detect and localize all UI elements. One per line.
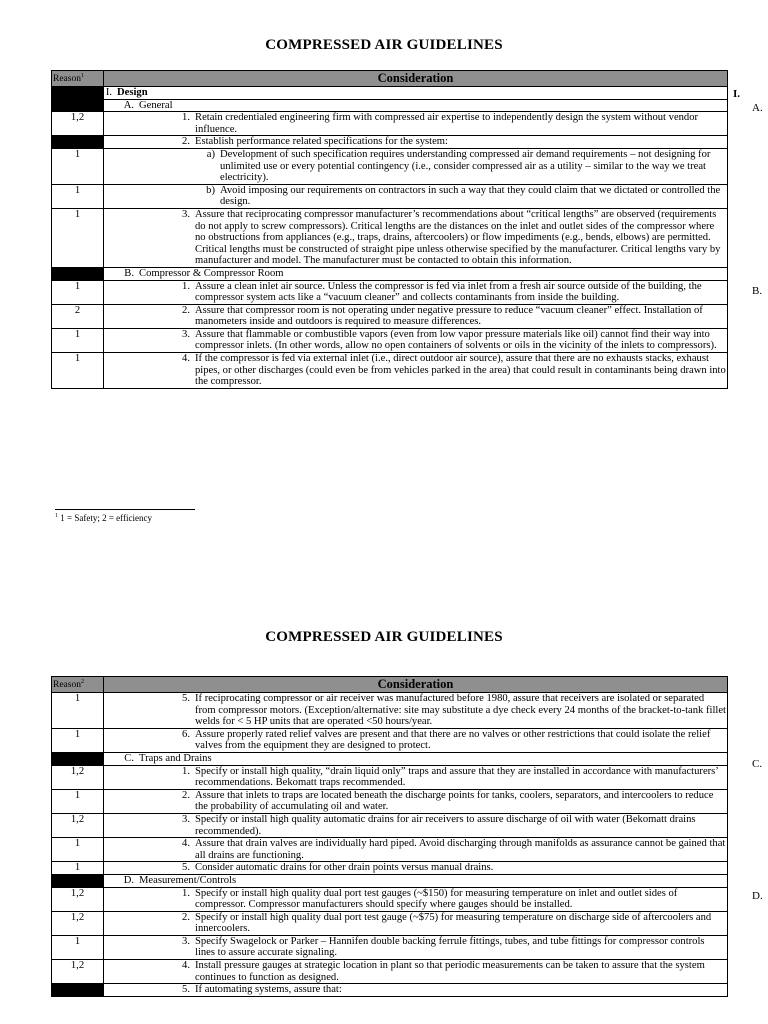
item-number: 3. <box>182 813 190 825</box>
item-number: I. <box>105 87 112 98</box>
table-row <box>52 353 728 389</box>
outline-item <box>104 136 727 148</box>
table-row <box>52 874 728 887</box>
reason-cell: 1 <box>52 693 104 729</box>
item-number: A. <box>123 99 134 111</box>
consideration-header: Consideration <box>104 71 728 87</box>
reason-cell: 1,2 <box>52 911 104 935</box>
outline-item <box>104 185 727 208</box>
consideration-cell <box>104 280 728 304</box>
outline-item <box>104 281 727 304</box>
outline-item <box>104 912 727 935</box>
consideration-cell <box>104 765 728 789</box>
item-text: Traps and Drains <box>139 752 212 764</box>
outline-item <box>104 814 727 837</box>
item-number: 3. <box>182 208 190 220</box>
outline-item <box>104 100 727 112</box>
outline-item <box>104 838 727 861</box>
item-text: Assure that reciprocating compressor manufacturer’s recommendations about “critical lengths” are observed (requirements do not apply to screw compressors). Critical lengths are the distances on the inlet and outlet sides of the compressor where no obstructions from appliances (e.g., traps, drains, aftercoolers) or flow impediments (e.g., bends, elbows) are permitted. Critical lengths must be constructed of straight pipe unless otherwise specified by the manufacturer. Critical lengths vary by manufacturer and model. The manufacturer must be contacted to obtain this information. <box>195 208 721 267</box>
footnote: $^1$ 1 = Safety; 2 = efficiency <box>55 513 152 523</box>
table-row <box>52 280 728 304</box>
item-number: 1. <box>182 280 190 292</box>
item-number: 3. <box>182 935 190 947</box>
reason-cell: 1 <box>52 353 104 389</box>
item-text: Development of such specification requires understanding compressed air demand requirements – not designing for unlimited use or every potential contingency (i.e., consider compressed air as a utility – similar to the way we treat electricity). <box>220 148 711 184</box>
outline-item <box>104 960 727 983</box>
reason-cell <box>52 87 104 100</box>
reason-cell: 2 <box>52 304 104 328</box>
table-row <box>52 960 728 984</box>
consideration-cell <box>104 960 728 984</box>
outline-item <box>104 862 727 874</box>
item-number: C. <box>124 752 134 764</box>
table-row <box>52 789 728 813</box>
item-number: b) <box>206 184 215 196</box>
reason-cell: 1,2 <box>52 765 104 789</box>
table-row <box>52 136 728 149</box>
consideration-cell <box>104 874 728 887</box>
consideration-cell <box>104 87 728 100</box>
consideration-cell <box>104 99 728 112</box>
table-header-row <box>52 677 728 693</box>
item-number: a) <box>206 148 215 160</box>
table-row <box>52 112 728 136</box>
table-row <box>52 887 728 911</box>
margin-label: D. <box>752 890 763 902</box>
item-number: 4. <box>182 353 190 365</box>
guidelines-table <box>51 676 728 997</box>
item-number: 6. <box>182 728 190 740</box>
table-row <box>52 728 728 752</box>
outline-item <box>104 353 727 388</box>
page-title: COMPRESSED AIR GUIDELINES <box>265 629 503 645</box>
consideration-cell <box>104 838 728 862</box>
item-number: 2. <box>182 911 190 923</box>
reason-cell <box>52 267 104 280</box>
consideration-cell <box>104 789 728 813</box>
outline-item <box>104 984 727 996</box>
item-text: If the compressor is fed via external inlet (i.e., direct outdoor air source), assure that there are no exhausts stacks, exhaust pipes, or other discharges (could even be from vehicles parked in the area) that could result in contaminants being drawn into the compressor. <box>195 353 726 388</box>
outline-item <box>104 329 727 352</box>
reason-header: Reason$^1$ <box>52 71 104 87</box>
outline-item <box>104 268 727 280</box>
reason-cell: 1 <box>52 328 104 352</box>
item-number: 5. <box>182 862 190 874</box>
item-number: 3. <box>182 328 190 340</box>
item-text: Specify Swagelock or Parker – Hannifen double backing ferrule fittings, tubes, and tube fittings for compressor controls lines to assure accurate signaling. <box>195 935 705 959</box>
consideration-cell <box>104 267 728 280</box>
consideration-cell <box>104 353 728 389</box>
reason-cell: 1 <box>52 184 104 208</box>
outline-item <box>104 87 727 99</box>
outline-item <box>104 693 727 728</box>
item-text: Specify or install high quality dual port test gauges (~$150) for measuring temperature on inlet and outlet sides of compressor. Compressor manufacturers should specify where gauges should be installed. <box>195 887 678 911</box>
reason-cell: 1 <box>52 789 104 813</box>
item-number: 5. <box>182 693 190 704</box>
consideration-cell <box>104 693 728 729</box>
outline-item <box>104 875 727 887</box>
table-row <box>52 99 728 112</box>
item-text: General <box>139 99 173 111</box>
consideration-cell <box>104 813 728 837</box>
consideration-cell <box>104 752 728 765</box>
consideration-cell <box>104 328 728 352</box>
item-text: Specify or install high quality dual port test gauge (~$75) for measuring temperature on discharge side of aftercoolers and innercoolers. <box>195 911 712 935</box>
margin-label: A. <box>752 102 763 114</box>
item-text: Assure a clean inlet air source. Unless the compressor is fed via inlet from a fresh air source outside of the building, the compressor system acts like a “vacuum cleaner” and collects contaminants from inside the building. <box>195 280 702 304</box>
reason-cell: 1,2 <box>52 887 104 911</box>
table-row <box>52 184 728 208</box>
item-text: Assure that flammable or combustible vapors (even from low vapor pressure materials like oil) cannot find their way into compressor inlets. (In other words, allow no open containers of solvents or oils in the vicinity of the inlets to compressors). <box>195 328 717 352</box>
item-text: Assure properly rated relief valves are present and that there are no valves or other restrictions that could isolate the relief valves from the equipment they are designed to protect. <box>195 728 711 752</box>
outline-item <box>104 790 727 813</box>
item-text: Specify or install high quality automatic drains for air receivers to assure discharge of oil with water (Bekomatt drains recommended). <box>195 813 696 837</box>
consideration-cell <box>104 728 728 752</box>
reason-cell: 1 <box>52 935 104 959</box>
reason-header: Reason$^2$ <box>52 677 104 693</box>
outline-item <box>104 112 727 135</box>
table-row <box>52 752 728 765</box>
outline-item <box>104 209 727 267</box>
table-row <box>52 693 728 729</box>
item-text: Assure that inlets to traps are located beneath the discharge points for tanks, coolers, separators, and intercoolers to reduce the probability of accumulating oil and water. <box>195 789 714 813</box>
outline-item <box>104 936 727 959</box>
consideration-cell <box>104 887 728 911</box>
item-text: Install pressure gauges at strategic location in plant so that periodic measurements can be taken to assure that the system continues to function as designed. <box>195 960 705 983</box>
item-text: Specify or install high quality, “drain liquid only” traps and assure that they are installed in accordance with manufacturers’ recommendations. Bekomatt traps recommended. <box>195 765 719 789</box>
table-row <box>52 765 728 789</box>
table-row <box>52 935 728 959</box>
item-number: 2. <box>182 304 190 316</box>
outline-item <box>104 149 727 184</box>
consideration-cell <box>104 984 728 997</box>
reason-cell: 1 <box>52 280 104 304</box>
consideration-cell <box>104 208 728 267</box>
outline-item <box>104 766 727 789</box>
item-text: Assure that drain valves are individually hard piped. Avoid discharging through manifolds as assurance cannot be gained that all drains are functioning. <box>195 838 726 861</box>
item-text: Measurement/Controls <box>139 874 237 886</box>
table-row <box>52 813 728 837</box>
table-row <box>52 87 728 100</box>
reason-cell: 1 <box>52 728 104 752</box>
table-row <box>52 838 728 862</box>
outline-item <box>104 753 727 765</box>
consideration-cell <box>104 184 728 208</box>
item-number: 2. <box>182 789 190 801</box>
table-row <box>52 267 728 280</box>
item-text: Compressor & Compressor Room <box>139 267 284 279</box>
item-text: If reciprocating compressor or air receiver was manufactured before 1980, assure that receivers are isolated or separated from compressor motors. (Exception/alternative: site may substitute a dye check every 24 months of the bracket-to-tank fillet welds for < 5 HP units that are operated <50 hours/year. <box>195 693 726 728</box>
consideration-cell <box>104 911 728 935</box>
outline-item <box>104 729 727 752</box>
item-number: 2. <box>182 136 190 148</box>
item-number: B. <box>124 267 134 279</box>
outline-item <box>104 305 727 328</box>
guidelines-table <box>51 70 728 389</box>
item-number: 1. <box>182 765 190 777</box>
outline-item <box>104 888 727 911</box>
reason-cell <box>52 136 104 149</box>
reason-cell: 1,2 <box>52 960 104 984</box>
item-text: Assure that compressor room is not operating under negative pressure to reduce “vacuum cleaner” effect. Installation of manometers inside and outdoors is required to measure differences. <box>195 304 703 328</box>
item-number: 5. <box>182 984 190 996</box>
reason-cell: 1 <box>52 838 104 862</box>
reason-cell: 1,2 <box>52 813 104 837</box>
reason-cell: 1 <box>52 148 104 184</box>
consideration-cell <box>104 935 728 959</box>
consideration-cell <box>104 136 728 149</box>
item-number: 4. <box>182 960 190 972</box>
margin-label: C. <box>752 758 763 770</box>
reason-cell <box>52 752 104 765</box>
item-number: 1. <box>182 887 190 899</box>
table-row <box>52 328 728 352</box>
item-text: Retain credentialed engineering firm with compressed air expertise to independently design the system without vendor influence. <box>195 112 699 135</box>
item-number: 4. <box>182 838 190 850</box>
consideration-cell <box>104 862 728 875</box>
table-row <box>52 911 728 935</box>
table-row <box>52 208 728 267</box>
table-row <box>52 984 728 997</box>
reason-cell <box>52 984 104 997</box>
item-text: Consider automatic drains for other drain points versus manual drains. <box>195 862 494 874</box>
consideration-cell <box>104 304 728 328</box>
page-title: COMPRESSED AIR GUIDELINES <box>265 37 503 53</box>
consideration-cell <box>104 148 728 184</box>
reason-cell: 1 <box>52 208 104 267</box>
item-number: 1. <box>182 112 190 124</box>
margin-label: I. <box>733 88 741 100</box>
reason-cell <box>52 99 104 112</box>
item-number: D. <box>123 874 134 886</box>
footnote-divider <box>55 509 195 510</box>
item-text: If automating systems, assure that: <box>195 984 342 996</box>
table-row <box>52 304 728 328</box>
reason-cell <box>52 874 104 887</box>
reason-cell: 1 <box>52 862 104 875</box>
reason-cell: 1,2 <box>52 112 104 136</box>
item-text: Design <box>117 87 148 98</box>
margin-label: B. <box>752 285 763 297</box>
consideration-cell <box>104 112 728 136</box>
table-header-row <box>52 71 728 87</box>
consideration-header: Consideration <box>104 677 728 693</box>
table-row <box>52 148 728 184</box>
item-text: Establish performance related specifications for the system: <box>195 136 448 148</box>
item-text: Avoid imposing our requirements on contractors in such a way that they could claim that we dictated or controlled the design. <box>220 184 721 208</box>
table-row <box>52 862 728 875</box>
